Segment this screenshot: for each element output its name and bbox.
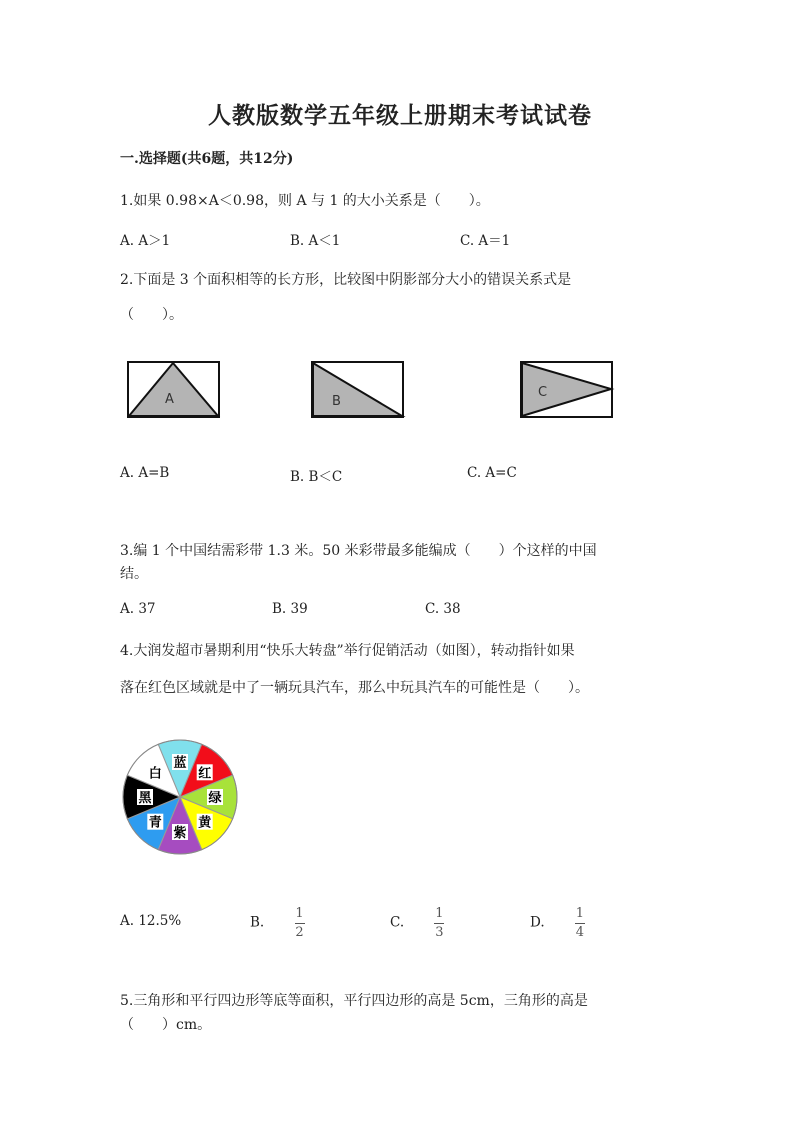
question-4-option-d [530, 907, 585, 939]
question-3-option-c: C. 38 [425, 601, 461, 617]
question-2-option-b: B. B＜C [290, 469, 343, 485]
question-3-option-b: B. 39 [272, 601, 308, 617]
question-2-figures [120, 355, 620, 425]
question-1-option-a: A. A＞1 [120, 233, 171, 249]
question-1-text: 1.如果 0.98×A＜0.98，则 A 与 1 的大小关系是（ ）。 [120, 193, 490, 209]
option-b-letter: B. [250, 914, 265, 931]
rectangle-figure-b [312, 362, 403, 417]
option-c-letter: C. [390, 914, 405, 931]
rectangle-figure-c [521, 362, 612, 417]
question-2-option-a: A. A=B [120, 465, 170, 481]
question-5-text-line1: 5.三角形和平行四边形等底等面积，平行四边形的高是 5cm，三角形的高是 [120, 993, 588, 1009]
section-heading: 一.选择题(共6题，共12分) [120, 151, 294, 167]
question-4-text-line1: 4.大润发超市暑期利用“快乐大转盘”举行促销活动（如图），转动指针如果 [120, 643, 575, 659]
option-d-letter: D. [530, 914, 545, 931]
question-2-text-line1: 2.下面是 3 个面积相等的长方形，比较图中阴影部分大小的错误关系式是 [120, 272, 572, 288]
wheel-sector-label: 青 [148, 815, 162, 831]
question-2-option-c: C. A=C [467, 465, 517, 481]
question-1-option-b: B. A＜1 [290, 233, 341, 249]
question-3-option-a: A. 37 [120, 601, 156, 617]
question-3-text-line2: 结。 [120, 566, 148, 582]
wheel-sector-label: 绿 [208, 791, 222, 806]
wheel-sector-label: 红 [198, 766, 212, 782]
wheel-sector-label: 黑 [138, 791, 152, 806]
question-4-option-a: A. 12.5% [120, 913, 182, 929]
question-5-text-line2: （ ）cm。 [120, 1017, 212, 1033]
question-4-text-line2: 落在红色区域就是中了一辆玩具汽车，那么中玩具汽车的可能性是（ ）。 [120, 680, 589, 696]
question-4-option-b [250, 907, 305, 939]
page-title: 人教版数学五年级上册期末考试试卷 [208, 102, 592, 129]
figure-label-a: A [165, 392, 174, 407]
question-2-text-line2: （ ）。 [120, 307, 183, 323]
wheel-sector-label: 蓝 [173, 756, 187, 771]
lucky-wheel-diagram [118, 737, 244, 857]
question-1-option-c: C. A＝1 [460, 233, 511, 249]
rectangle-figure-a [128, 362, 219, 417]
fraction-one-quarter: $\frac{1}{4}$ [575, 906, 585, 940]
wheel-sector-label: 紫 [173, 826, 187, 841]
fraction-one-half: $\frac{1}{2}$ [295, 906, 304, 940]
figure-label-b: B [332, 394, 341, 409]
fraction-one-third: $\frac{1}{3}$ [435, 906, 444, 940]
question-3-text-line1: 3.编 1 个中国结需彩带 1.3 米。50 米彩带最多能编成（ ）个这样的中国 [120, 543, 597, 559]
wheel-sector-label: 白 [148, 766, 162, 782]
question-4-option-c [390, 907, 444, 939]
figure-label-c: C [538, 385, 548, 400]
wheel-sector-label: 黄 [198, 815, 212, 831]
